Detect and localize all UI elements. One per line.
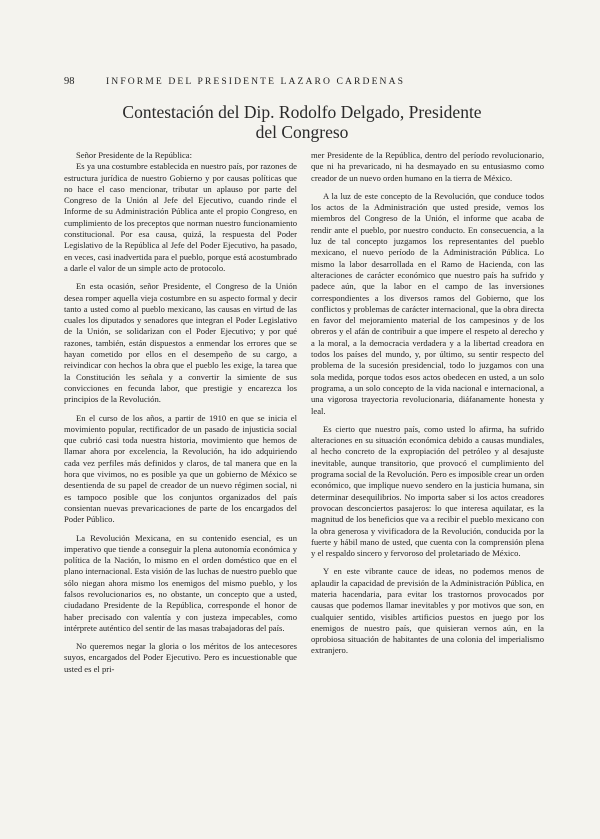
paragraph-continued: mer Presidente de la República, dentro del período revolucionario, que ni ha prevaricado, ni ha desmayado en su entusiasmo como creador de un nuevo orden humano en la tierra de México.: [311, 150, 544, 183]
section-title-line-2: del Congreso: [255, 122, 349, 142]
salutation: Señor Presidente de la República:: [76, 150, 192, 160]
paragraph: Es ya una costumbre establecida en nuestro país, por razones de estructura jurídica de nuestro Gobierno y por causas políticas que no hace el caso mencionar, tributar un aplauso por parte del Congreso de la Unión al Jefe del Ejecutivo, cuando rinde el Informe de su Administración Pública ante el propio Congreso, en cumplimiento de los preceptos que norman nuestro funcionamiento constitucional. Por esa causa, quizá, la respuesta del Poder Legislativo de la República al Jefe del Poder Ejecutivo, ha pasado, en veces, casi inadvertida para el pueblo, porque está acostumbrado a darle el valor de un simple acto de protocolo.: [64, 161, 297, 273]
paragraph: No queremos negar la gloria o los méritos de los antecesores suyos, encargados del Poder Ejecutivo. Pero es incuestionable que usted es el pri-: [64, 641, 297, 674]
running-header: [64, 76, 534, 87]
paragraph: En esta ocasión, señor Presidente, el Congreso de la Unión desea romper aquella vieja costumbre en su aspecto formal y decir tanto a usted como al pueblo mexicano, las causas en virtud de las cuales los diputados y senadores que integran el Poder Legislativo de la Unión, se solidarizan con el Poder Ejecutivo; y por qué razones, también, están dispuestos a enmendar los errores que se hayan cometido por ellos en el desempeño de su cargo, a reivindicar con hechos la obra que el pueblo les exige, la tarea que la Constitución les señala y a convertir la simiente de sus convicciones en fecunda labor, que prestigie y encarezca los principios de la Revolución.: [64, 281, 297, 405]
paragraph: Y en este vibrante cauce de ideas, no podemos menos de aplaudir la capacidad de previsión de la Administración Pública, en materia hacendaria, para evitar los trastornos provocados por causas que podemos llamar inevitables y por motivos que son, en cualquier sentido, visibles artificios puestos en juego por los enemigos de nuestro país, que quisieran vernos aún, en la oprobiosa situación de habitantes de una colonia del imperialismo extranjero.: [311, 566, 544, 656]
paragraph: A la luz de este concepto de la Revolución, que conduce todos los actos de la Administración que usted preside, vemos los miembros del Congreso de la Unión, el informe que acaba de rendir ante el pueblo, por nuestro conducto. En consecuencia, a la luz de tal concepto juzgamos los representantes del pueblo mexicano, el nuevo período de la Administración Pública. Lo mismo la labor desarrollada en el Ramo de Hacienda, con las alteraciones de carácter económico que nuestro país ha sufrido y padece aún, que la labor en el campo de las inversiones correspondientes a los diversos ramos del Gobierno, que los conflictos y problemas de carácter internacional, que la obra directa en favor del mejoramiento material de los campesinos y de los obreros y el afán de contribuir a que impere el respeto al derecho y a la moral, a la democracia verdadera y a la libertad creadora en todos los países del mundo, y, por último, su sentir respecto del problema de la sucesión presidencial, todo lo juzgamos con una sola medida, porque todos esos actos obedecen en usted, a un solo programa, a un solo concepto de la vida nacional e internacional, a una vigorosa trayectoria revolucionaria, diáfanamente honesta y leal.: [311, 190, 544, 416]
paragraph: La Revolución Mexicana, en su contenido esencial, es un imperativo que tiende a conseguir la plena autonomía económica y política de la Nación, lo mismo en el orden doméstico que en el plano internacional. Esta visión de las luchas de nuestro pueblo que sólo niegan ahora mismo los enemigos del mismo pueblo, y los falsos revolucionarios es, no obstante, un concepto que a usted, ciudadano Presidente de la República, corresponde el honor de haber precisado con valentía y con justeza impecables, como intérprete auténtico del sentir de las masas trabajadoras del país.: [64, 532, 297, 633]
right-column: [311, 150, 544, 664]
paragraph: En el curso de los años, a partir de 1910 en que se inicia el movimiento popular, rectificador de un pasado de injusticia social que cubrió casi toda nuestra historia, movimiento que hemos de llamar ahora por excelencia, la Revolución, ha ido adquiriendo cada vez perfiles más definidos y claros, de tal manera que en la hora que vivimos, no es posible ya que un gobierno de México se desentienda de su papel de creador de un nuevo régimen social, ni es tampoco posible que los conjuntos organizados del país consientan nuevas prevaricaciones de parte de los encargados del Poder Público.: [64, 412, 297, 525]
left-column: [64, 150, 297, 682]
paragraph: Es cierto que nuestro país, como usted lo afirma, ha sufrido alteraciones en su situación económica debido a causas mundiales, al hecho concreto de la expropiación del petróleo y al desajuste inevitable, aunque transitorio, que provocó el cumplimiento del programa social de la Revolución. Pero es imposible crear un orden económico, que implique nuevo sendero en la justicia humana, sin determinar desequilibrios. No importa saber si los actos creadores provocan desconciertos pasajeros: lo que interesa aquilatar, es la magnitud de los beneficios que va a recibir el pueblo mexicano con la obra generosa y vivificadora de la Revolución, conducida por la fuerte y hábil mano de usted, que cuenta con la comprensión plena y el respaldo sincero y fervoroso del proletariado de México.: [311, 423, 544, 559]
running-title: INFORME DEL PRESIDENTE LAZARO CARDENAS: [106, 76, 406, 87]
section-title: [92, 102, 512, 142]
page-number: 98: [64, 76, 75, 87]
section-title-line-1: Contestación del Dip. Rodolfo Delgado, Presidente: [122, 102, 482, 122]
